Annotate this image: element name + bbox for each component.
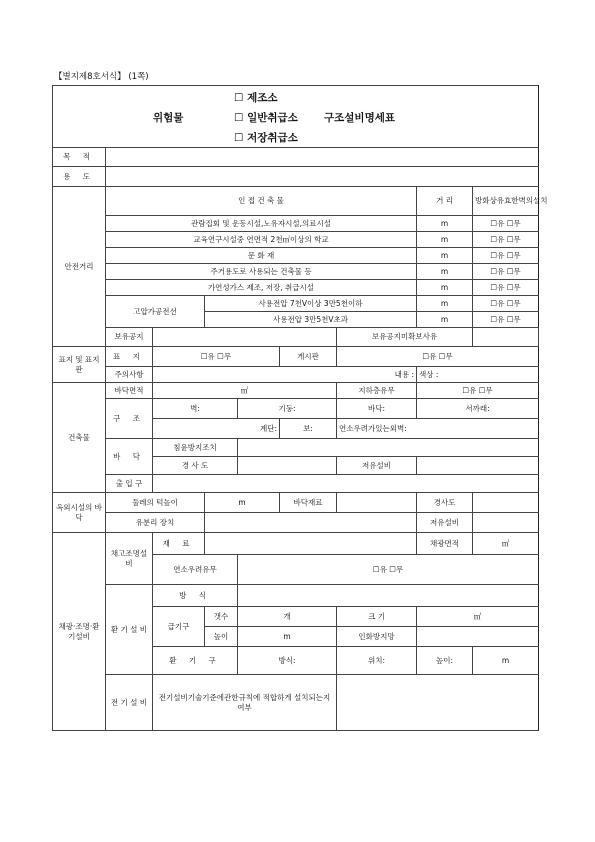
- form-caption: 【별지제8호서식】 (1쪽): [54, 72, 149, 82]
- use-label: 용 도: [53, 167, 106, 187]
- wall-checkbox[interactable]: ☐유 ☐무: [473, 280, 539, 296]
- sign-checkbox[interactable]: ☐유 ☐무: [153, 347, 280, 367]
- wall-checkbox[interactable]: ☐유 ☐무: [473, 232, 539, 248]
- purpose-label: 목 적: [53, 148, 106, 167]
- wall-checkbox[interactable]: ☐유 ☐무: [473, 296, 539, 312]
- vent-group-label: 채광·조명·환기설비: [53, 533, 106, 731]
- safety-distance-label: 안전거리: [53, 187, 106, 347]
- structure-spec-form: ☐ 제조소 위험물 ☐ 일반취급소 구조설비명세표 ☐ 저장취급소 목 적 용 도 안전거리 인 접 건 축 물 거 리 방화상유효한벽의설치 관람집회 및 운동시설,노유자시설,의료시설 m ☐유 ☐무 교육연구시설중 연면적 2천㎡이상의 학교 m ☐유 ☐무 문 화 재 m ☐유 ☐무 주거용도로 사용되는 건축물 등 m ☐유 ☐무 가연성가스 제조, 저장, 취급시설 m ☐유 ☐무 고압가공전선 사용전압 7천V이상 3만5천이하 m ☐유 ☐무 사용전압 3만5천V초과 m ☐유 ☐무 보유공지 보유공지미확보사유 표지 및 표지판 표 지 ☐유 ☐무 게시판 ☐유 ☐무 주의사항 내용 : 색상 : 건축물 바닥면적 ㎡ 지하층유무 ☐유 ☐무 구 조 벽: 기둥: 바닥: 서까래: 계단: 보: 연소우려가있는외벽: 바 닥 침윤방지조치 경 사 도 저유설비 출 입 구 옥외시설의 바닥 둘레의 턱높이 m 바닥재료 경사도 유분리 장치 저유설비 채광·조명·환기설비 채고조명설비 재 료 채광면적 ㎡ 연소우려유무 ☐유 ☐무 환 기 설 비 방 식 급기구 갯수 개 크 기 ㎡ 높이 m 인화방지망 환 기 구 방식: 위치: 높이: m 전 기 설 비 전기설비기술기준에관한규칙에 적합하게 설치되는지 여부: [52, 85, 539, 731]
- wall-checkbox[interactable]: ☐유 ☐무: [473, 248, 539, 264]
- wall-checkbox[interactable]: ☐유 ☐무: [473, 216, 539, 232]
- wall-checkbox[interactable]: ☐유 ☐무: [473, 312, 539, 328]
- purpose-field[interactable]: [106, 148, 539, 167]
- reserve-label: 보유공지: [106, 328, 153, 347]
- board-checkbox[interactable]: ☐유 ☐무: [337, 347, 539, 367]
- use-field[interactable]: [106, 167, 539, 187]
- form-title: ☐ 제조소 위험물 ☐ 일반취급소 구조설비명세표 ☐ 저장취급소: [153, 92, 396, 144]
- sign-label: 표지 및 표지판: [53, 347, 106, 383]
- wall-checkbox[interactable]: ☐유 ☐무: [473, 264, 539, 280]
- building-label: 건축물: [53, 383, 106, 493]
- outdoor-label: 옥외시설의 바닥: [53, 493, 106, 533]
